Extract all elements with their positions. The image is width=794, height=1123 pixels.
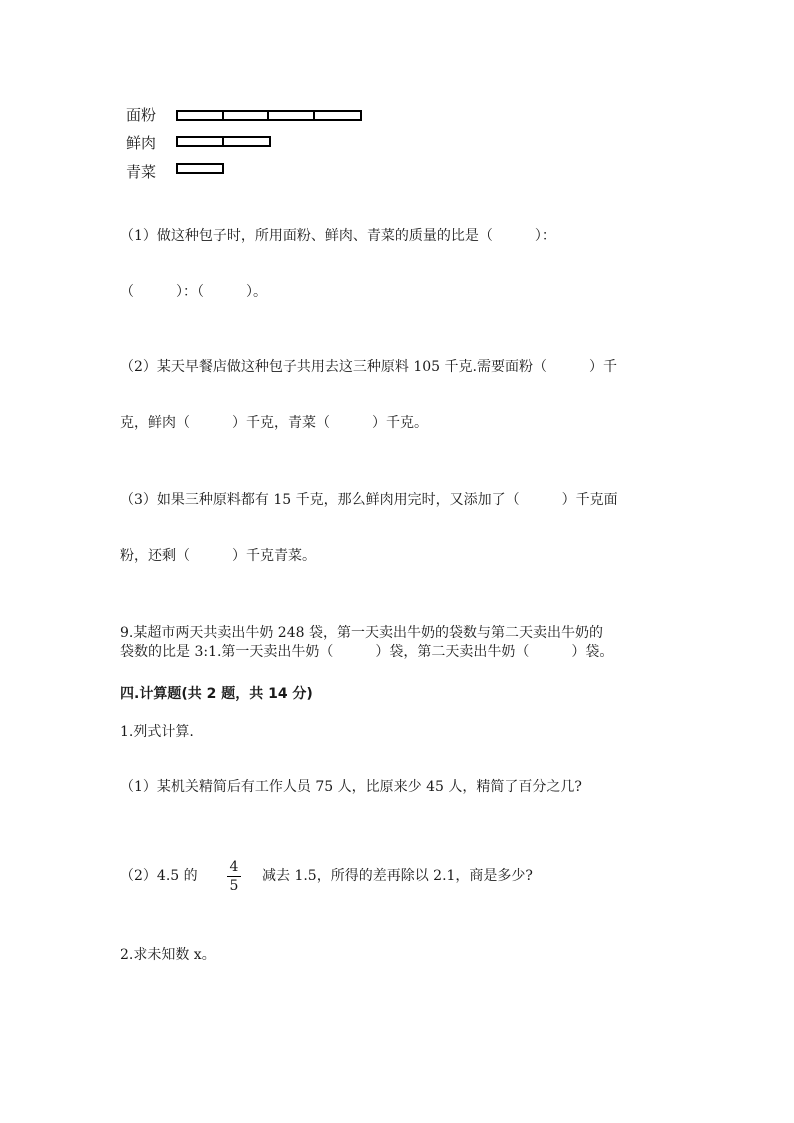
q1-part2-after: 减去 1.5，所得的差再除以 2.1，商是多少? — [262, 868, 533, 884]
label-flour: 面粉 — [126, 106, 157, 124]
bar-segment — [178, 165, 222, 172]
q8-part2-line2: 克，鲜肉（ ）千克，青菜（ ）千克。 — [120, 415, 428, 431]
q8-part3-line1: （3）如果三种原料都有 15 千克，那么鲜肉用完时，又添加了（ ）千克面 — [120, 492, 618, 508]
bar-meat — [176, 136, 271, 147]
q9-line2: 袋数的比是 3:1.第一天卖出牛奶（ ）袋，第二天卖出牛奶（ ）袋。 — [120, 644, 614, 660]
section-heading: 四.计算题(共 2 题，共 14 分) — [120, 686, 313, 702]
bar-flour — [176, 110, 362, 121]
bar-vegetable — [176, 163, 224, 174]
bar-segment — [178, 112, 224, 119]
bar-segment — [178, 138, 224, 145]
fraction-numerator: 4 — [229, 859, 239, 875]
q8-part3-line2: 粉，还剩（ ）千克青菜。 — [120, 548, 316, 564]
q8-part2-line1: （2）某天早餐店做这种包子共用去这三种原料 105 千克.需要面粉（ ）千 — [120, 359, 617, 375]
q8-part1-line1: （1）做这种包子时，所用面粉、鲜肉、青菜的质量的比是（ ）： — [120, 228, 556, 244]
label-vegetable: 青菜 — [126, 163, 157, 181]
label-meat: 鲜肉 — [126, 134, 157, 152]
fraction-bar — [227, 876, 241, 877]
bar-segment — [224, 112, 270, 119]
fraction-denominator: 5 — [229, 878, 239, 894]
q1-part1: （1）某机关精简后有工作人员 75 人，比原来少 45 人，精简了百分之几? — [120, 779, 582, 795]
bar-segment — [315, 112, 361, 119]
q8-part1-line2: （ ）：（ ）。 — [120, 284, 267, 300]
q1-title: 1.列式计算. — [120, 724, 194, 740]
q1-part2-before: （2）4.5 的 — [120, 868, 198, 884]
bar-segment — [269, 112, 315, 119]
q2-title: 2.求未知数 x。 — [120, 947, 216, 963]
fraction-four-fifths — [227, 859, 241, 894]
q9-line1: 9.某超市两天共卖出牛奶 248 袋，第一天卖出牛奶的袋数与第二天卖出牛奶的 — [120, 625, 603, 641]
bar-segment — [224, 138, 270, 145]
